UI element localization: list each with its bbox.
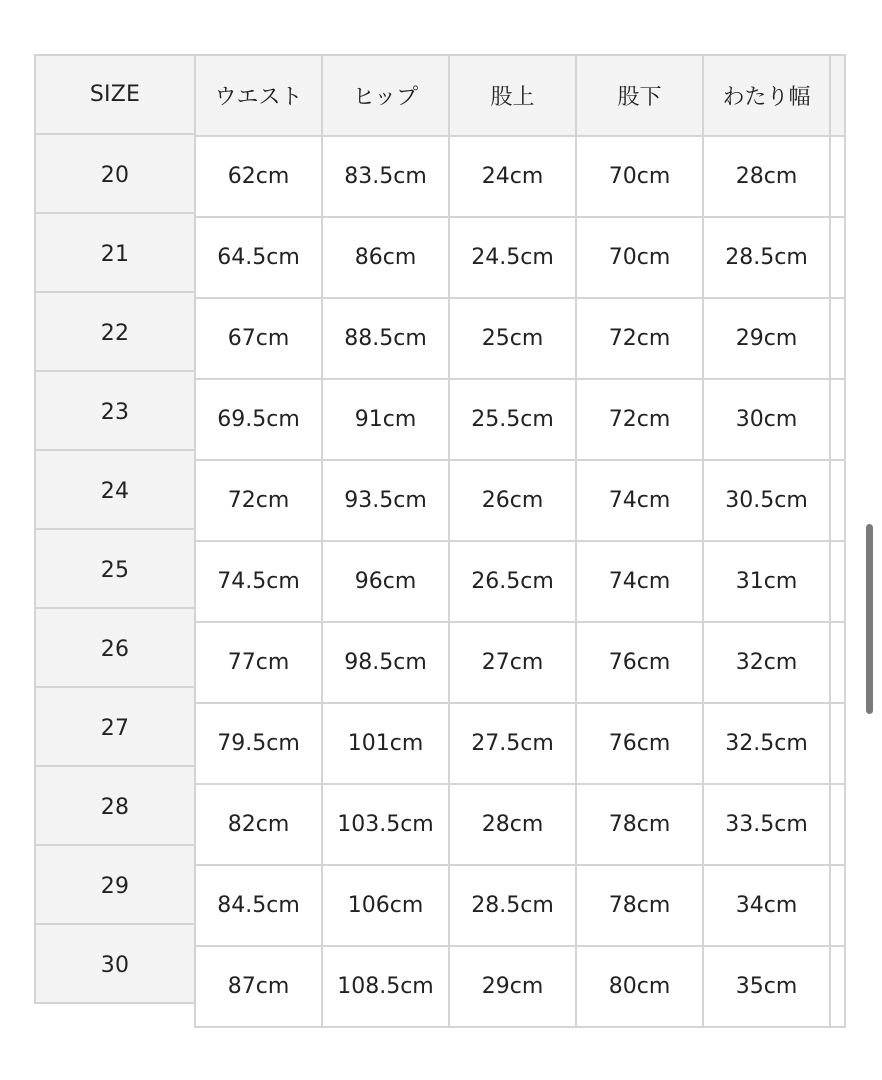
hip-cell: 108.5cm [321, 945, 450, 1028]
hip-cell: 106cm [321, 864, 450, 947]
header-size: SIZE [34, 54, 196, 135]
table-row [194, 864, 848, 947]
inseam-cell: 70cm [575, 135, 704, 218]
size-chart-table [34, 54, 848, 1031]
size-cell: 27 [34, 686, 196, 767]
waist-cell: 64.5cm [194, 216, 323, 299]
waist-cell: 69.5cm [194, 378, 323, 461]
table-row [194, 297, 848, 380]
overflow-cell [829, 783, 846, 866]
overflow-cell [829, 945, 846, 1028]
table-row [194, 621, 848, 704]
waist-cell: 67cm [194, 297, 323, 380]
size-cell: 29 [34, 844, 196, 925]
thigh-width-cell: 29cm [702, 297, 831, 380]
table-row [194, 945, 848, 1028]
hip-cell: 103.5cm [321, 783, 450, 866]
waist-cell: 74.5cm [194, 540, 323, 623]
inseam-cell: 78cm [575, 783, 704, 866]
thigh-width-cell: 33.5cm [702, 783, 831, 866]
overflow-cell [829, 621, 846, 704]
table-row [194, 540, 848, 623]
rise-cell: 24cm [448, 135, 577, 218]
thigh-width-cell: 30.5cm [702, 459, 831, 542]
thigh-width-cell: 30cm [702, 378, 831, 461]
hip-cell: 101cm [321, 702, 450, 785]
rise-cell: 25cm [448, 297, 577, 380]
thigh-width-cell: 34cm [702, 864, 831, 947]
thigh-width-cell: 28cm [702, 135, 831, 218]
waist-cell: 84.5cm [194, 864, 323, 947]
size-cell: 22 [34, 291, 196, 372]
measurement-area [194, 54, 848, 1028]
header-inseam: 股下 [575, 54, 704, 137]
rise-cell: 29cm [448, 945, 577, 1028]
inseam-cell: 78cm [575, 864, 704, 947]
hip-cell: 86cm [321, 216, 450, 299]
size-cell: 24 [34, 449, 196, 530]
inseam-cell: 72cm [575, 378, 704, 461]
header-row [194, 54, 848, 137]
inseam-cell: 72cm [575, 297, 704, 380]
size-cell: 21 [34, 212, 196, 293]
size-cell: 30 [34, 923, 196, 1004]
rise-cell: 28cm [448, 783, 577, 866]
table-row [194, 702, 848, 785]
rise-cell: 27.5cm [448, 702, 577, 785]
hip-cell: 96cm [321, 540, 450, 623]
inseam-cell: 80cm [575, 945, 704, 1028]
table-row [194, 216, 848, 299]
table-row [194, 459, 848, 542]
overflow-cell [829, 378, 846, 461]
hip-cell: 83.5cm [321, 135, 450, 218]
size-cell: 25 [34, 528, 196, 609]
waist-cell: 72cm [194, 459, 323, 542]
overflow-cell [829, 135, 846, 218]
header-hip: ヒップ [321, 54, 450, 137]
rise-cell: 26.5cm [448, 540, 577, 623]
inseam-cell: 76cm [575, 702, 704, 785]
thigh-width-cell: 31cm [702, 540, 831, 623]
waist-cell: 62cm [194, 135, 323, 218]
size-cell: 20 [34, 133, 196, 214]
overflow-cell [829, 459, 846, 542]
size-cell: 28 [34, 765, 196, 846]
table-row [194, 783, 848, 866]
inseam-cell: 70cm [575, 216, 704, 299]
overflow-cell [829, 864, 846, 947]
waist-cell: 82cm [194, 783, 323, 866]
overflow-cell [829, 297, 846, 380]
size-cell: 26 [34, 607, 196, 688]
thigh-width-cell: 28.5cm [702, 216, 831, 299]
hip-cell: 98.5cm [321, 621, 450, 704]
header-thigh-width: わたり幅 [702, 54, 831, 137]
overflow-cell [829, 540, 846, 623]
waist-cell: 77cm [194, 621, 323, 704]
rise-cell: 24.5cm [448, 216, 577, 299]
rise-cell: 26cm [448, 459, 577, 542]
thigh-width-cell: 32.5cm [702, 702, 831, 785]
rise-cell: 25.5cm [448, 378, 577, 461]
inseam-cell: 76cm [575, 621, 704, 704]
overflow-cell [829, 702, 846, 785]
header-waist: ウエスト [194, 54, 323, 137]
waist-cell: 79.5cm [194, 702, 323, 785]
thigh-width-cell: 32cm [702, 621, 831, 704]
hip-cell: 88.5cm [321, 297, 450, 380]
table-row [194, 378, 848, 461]
rise-cell: 28.5cm [448, 864, 577, 947]
header-rise: 股上 [448, 54, 577, 137]
table-row [194, 135, 848, 218]
waist-cell: 87cm [194, 945, 323, 1028]
header-overflow-cell [829, 54, 846, 137]
overflow-cell [829, 216, 846, 299]
size-column [34, 54, 196, 1004]
hip-cell: 91cm [321, 378, 450, 461]
inseam-cell: 74cm [575, 540, 704, 623]
rise-cell: 27cm [448, 621, 577, 704]
vertical-scrollbar[interactable] [866, 524, 873, 714]
hip-cell: 93.5cm [321, 459, 450, 542]
thigh-width-cell: 35cm [702, 945, 831, 1028]
size-cell: 23 [34, 370, 196, 451]
inseam-cell: 74cm [575, 459, 704, 542]
